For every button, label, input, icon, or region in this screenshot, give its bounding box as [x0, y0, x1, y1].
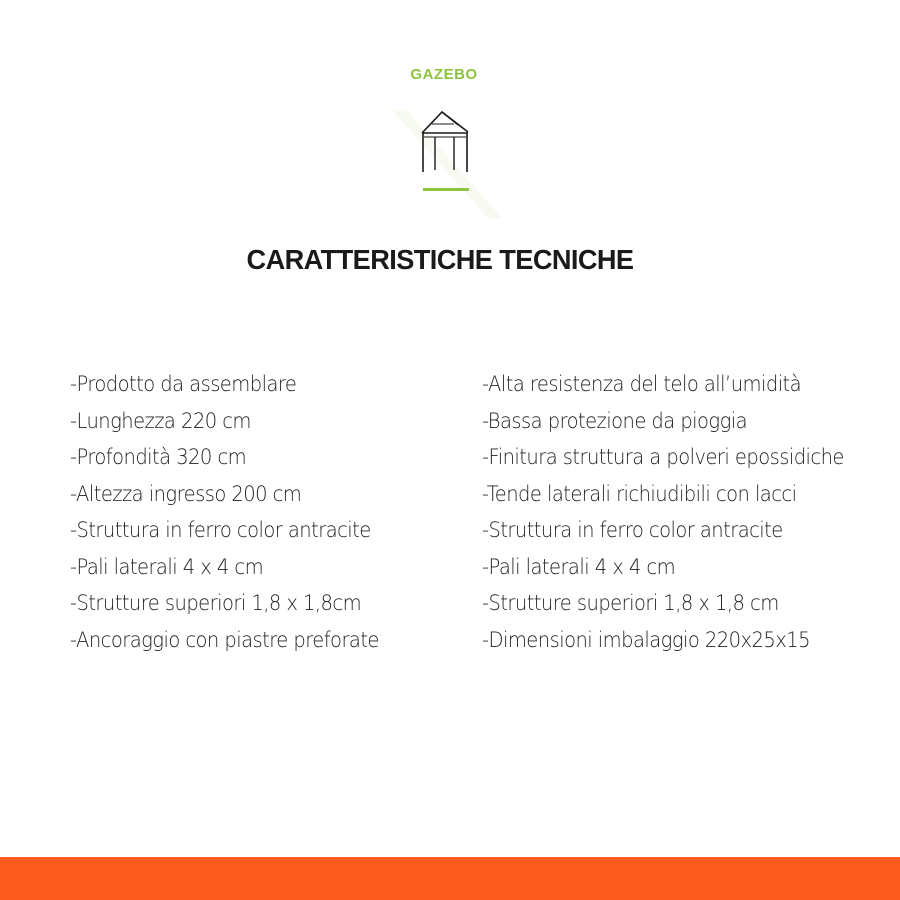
- feature-item: -Tende laterali richiudibili con lacci: [482, 481, 797, 506]
- features-list-right: [482, 366, 871, 658]
- bottom-accent-bar: [0, 857, 900, 900]
- feature-item: -Lunghezza 220 cm: [70, 408, 251, 433]
- feature-item: -Pali laterali 4 x 4 cm: [482, 554, 676, 579]
- accent-underline: [423, 188, 469, 191]
- feature-item: -Altezza ingresso 200 cm: [70, 481, 302, 506]
- feature-item: -Ancoraggio con piastre preforate: [70, 627, 379, 652]
- feature-item: -Pali laterali 4 x 4 cm: [70, 554, 264, 579]
- feature-item: -Bassa protezione da pioggia: [482, 408, 748, 433]
- feature-item: -Struttura in ferro color antracite: [482, 518, 783, 542]
- feature-item: -Finitura struttura a polveri epossidiche: [482, 445, 844, 469]
- feature-item: -Strutture superiori 1,8 x 1,8 cm: [482, 591, 779, 615]
- feature-item: -Alta resistenza del telo all’umidità: [482, 372, 802, 396]
- feature-item: -Strutture superiori 1,8 x 1,8cm: [70, 591, 362, 615]
- feature-item: -Prodotto da assemblare: [70, 372, 297, 396]
- gazebo-icon: [392, 100, 512, 225]
- feature-item: -Profondità 320 cm: [70, 445, 247, 469]
- feature-item: -Struttura in ferro color antracite: [70, 518, 371, 542]
- category-label: GAZEBO: [410, 66, 478, 83]
- page-title: CARATTERISTICHE TECNICHE: [246, 244, 634, 275]
- feature-item: -Dimensioni imbalaggio 220x25x15: [482, 627, 810, 652]
- features-list-left: [70, 366, 402, 658]
